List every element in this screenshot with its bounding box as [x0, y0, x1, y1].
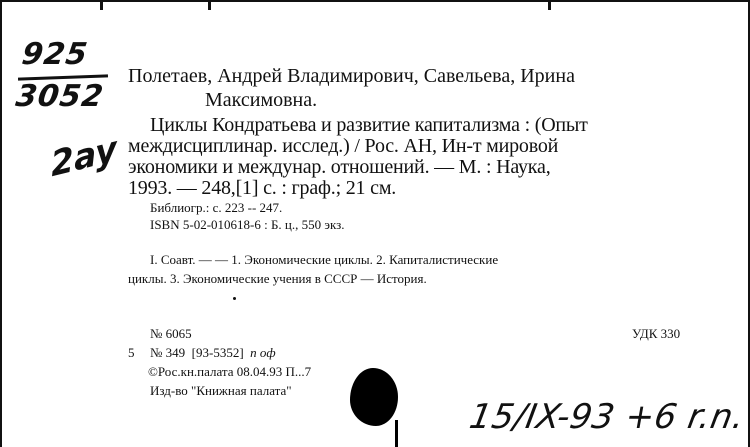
subject-line-1: I. Соавт. — — 1. Экономические циклы. 2. Капиталистические	[150, 252, 499, 267]
record-number: № 6065	[150, 326, 192, 341]
bibliography-note: Библиогр.: с. 223 -- 247.	[150, 200, 283, 215]
title-line-4: 1993. — 248,[1] с. : граф.; 21 см.	[128, 177, 397, 199]
card-left-edge	[0, 0, 2, 447]
perforation-mark	[548, 0, 551, 10]
title-line-1: Циклы Кондратьева и развитие капитализма : (Опыт	[150, 114, 588, 136]
title-line-3: экономики и междунар. отношений. — М. : Наука,	[128, 156, 551, 178]
ink-blot	[350, 368, 398, 426]
date-handwriting: 15/IX-93 +6 r.n.	[466, 397, 748, 437]
isbn-note: ISBN 5-02-010618-6 : Б. ц., 550 экз.	[150, 217, 345, 232]
publisher-line: Изд-во "Книжная палата"	[150, 383, 292, 398]
registration-number: № 349	[150, 345, 186, 360]
stray-dot	[233, 297, 236, 300]
udk-code: УДК 330	[632, 326, 681, 341]
book-chamber-stamp: ©Рос.кн.палата 08.04.93 П...7	[148, 364, 312, 379]
margin-handwriting: 2ay	[49, 128, 119, 186]
order-number: [93-5352]	[191, 345, 244, 360]
registration-line	[150, 346, 276, 359]
copies-count: 5	[128, 345, 135, 360]
subject-line-2: циклы. 3. Экономические учения в СССР — История.	[128, 271, 427, 286]
perforation-mark	[208, 0, 211, 10]
card-top-edge	[0, 0, 750, 2]
ink-blot-tail	[395, 420, 398, 447]
author-line-2: Максимовна.	[205, 89, 318, 111]
shelf-mark-top: 925	[19, 37, 91, 72]
perforation-mark	[100, 0, 103, 10]
status-flag: п оф	[250, 345, 276, 360]
title-line-2: междисциплинар. исслед.) / Рос. АН, Ин-т мировой	[128, 135, 559, 157]
author-line-1: Полетаев, Андрей Владимирович, Савельева, Ирина	[128, 65, 575, 87]
shelf-mark-bottom: 3052	[13, 79, 107, 114]
